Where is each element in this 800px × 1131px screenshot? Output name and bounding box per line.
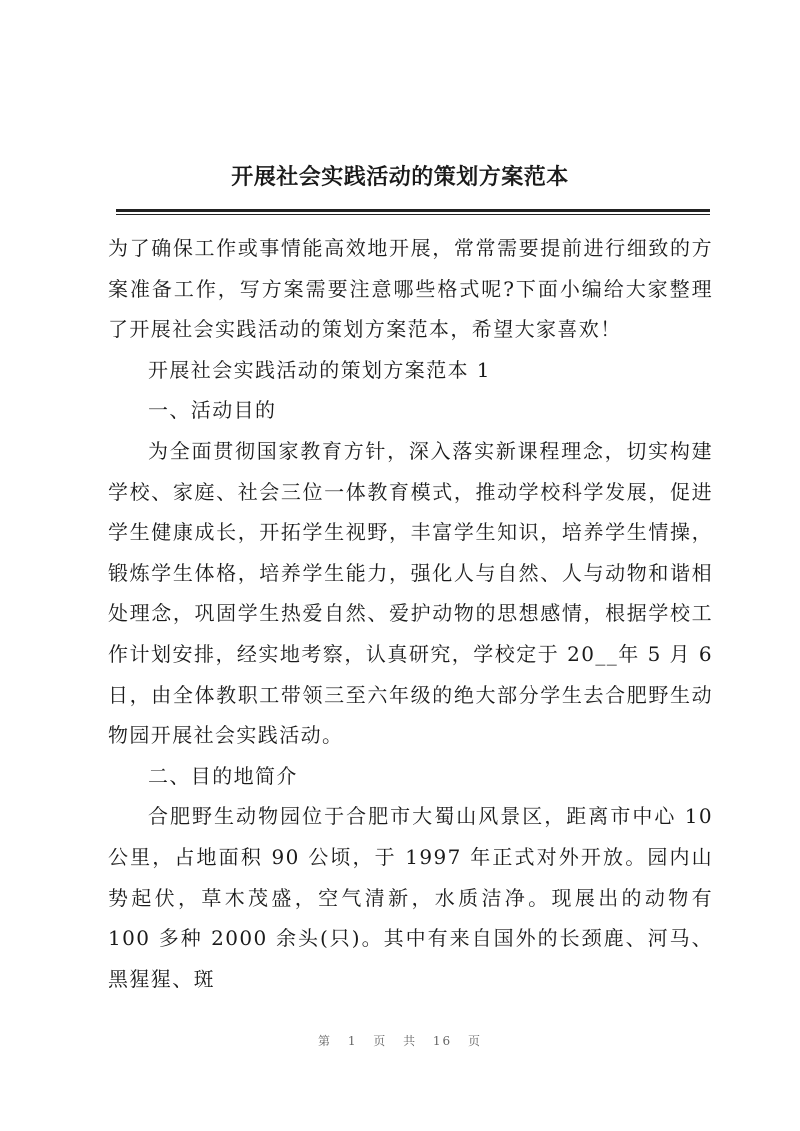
document-title: 开展社会实践活动的策划方案范本 <box>231 164 569 190</box>
document-body <box>108 228 713 999</box>
section-heading-destination: 二、目的地简介 <box>148 763 298 788</box>
destination-paragraph: 合肥野生动物园位于合肥市大蜀山风景区，距离市中心 10 公里，占地面积 90 公顷，于 1997 年正式对外开放。园内山势起伏，草木茂盛，空气清新，水质洁净。现展出的动物有 100 多种 2000 余头(只)。其中有来自国外的长颈鹿、河马、黑猩猩、斑 <box>108 804 713 991</box>
purpose-paragraph: 为全面贯彻国家教育方针，深入落实新课程理念，切实构建学校、家庭、社会三位一体教育模式，推动学校科学发展，促进学生健康成长，开拓学生视野，丰富学生知识，培养学生情操，锻炼学生体格，培养学生能力，强化人与自然、人与动物和谐相处理念，巩固学生热爱自然、爱护动物的思想感情，根据学校工作计划安排，经实地考察，认真研究，学校定于 20__年 5 月 6 日，由全体教职工带领三至六年级的绝大部分学生去合肥野生动物园开展社会实践活动。 <box>108 438 713 748</box>
section-heading-purpose: 一、活动目的 <box>148 398 277 423</box>
page-number: 第 1 页 共 16 页 <box>318 1034 482 1048</box>
title-divider-thin <box>116 214 710 215</box>
section-subtitle: 开展社会实践活动的策划方案范本 1 <box>148 357 491 382</box>
intro-paragraph: 为了确保工作或事情能高效地开展，常常需要提前进行细致的方案准备工作，写方案需要注意哪些格式呢?下面小编给大家整理了开展社会实践活动的策划方案范本，希望大家喜欢！ <box>108 236 713 342</box>
title-divider <box>116 209 710 212</box>
